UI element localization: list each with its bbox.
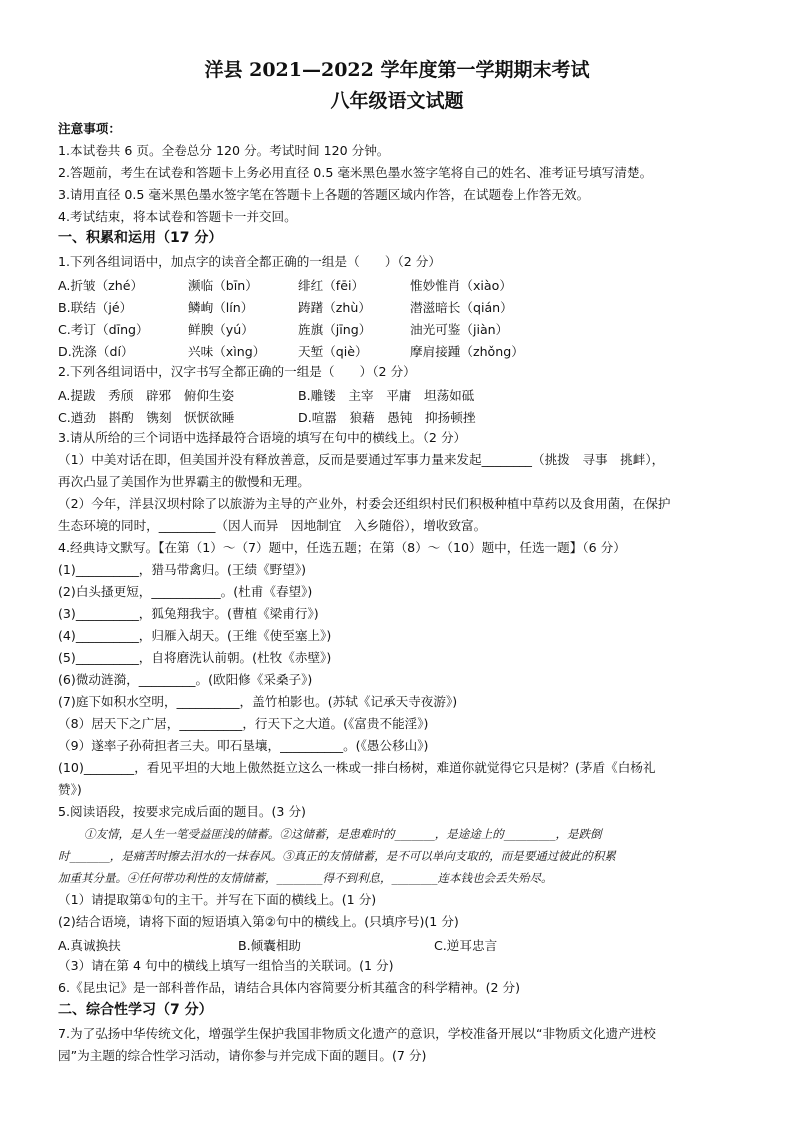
q1-option-cell: 兴味（xìng） [188, 344, 266, 359]
question-5-sub-2: (2)结合语境，请将下面的短语填入第②句中的横线上。(只填序号)(1 分) [58, 914, 459, 929]
question-2-stem: 2.下列各组词语中，汉字书写全都正确的一组是（ ）（2 分） [58, 364, 416, 379]
q5-option: B.倾囊相助 [238, 938, 302, 953]
question-3-part-2-cont: 生态环境的同时，_________（因人而异 因地制宜 入乡随俗），增收致富。 [58, 518, 487, 533]
q1-option-cell: 鲜腴（yú） [188, 322, 254, 337]
q1-option-cell: 潜滋暗长（qián） [410, 300, 513, 315]
question-4-stem: 4.经典诗文默写。【在第（1）～（7）题中，任选五题；在第（8）～（10）题中，任选一题】（6 分） [58, 540, 626, 555]
q1-option-cell: C.考订（dīng） [58, 322, 149, 337]
q1-option-cell: D.洗涤（dí） [58, 344, 134, 359]
q1-option-cell: 濒临（bīn） [188, 278, 258, 293]
section-heading: 一、积累和运用（17 分） [58, 230, 223, 246]
q1-option-cell: 油光可鉴（jiàn） [410, 322, 509, 337]
note-item: 4.考试结束，将本试卷和答题卡一并交回。 [58, 209, 297, 224]
question-3-part-2: （2）今年，洋县汉坝村除了以旅游为主导的产业外，村委会还组织村民们积极种植中草药以及食用菌，在保护 [58, 496, 671, 511]
question-3-stem: 3.请从所给的三个词语中选择最符合语境的填写在句中的横线上。（2 分） [58, 430, 467, 445]
q1-option-cell: 踌躇（zhù） [298, 300, 371, 315]
q1-option-cell: 鳞峋（lín） [188, 300, 254, 315]
q1-option-cell: 摩肩接踵（zhǒng） [410, 344, 524, 359]
recitation-item: (3)__________，狐兔翔我宇。(曹植《梁甫行》) [58, 606, 319, 621]
note-item: 3.请用直径 0.5 毫米黑色墨水签字笔在答题卡上各题的答题区域内作答，在试题卷上作答无效。 [58, 187, 590, 202]
q1-option-cell: 天堑（qiè） [298, 344, 368, 359]
recitation-item: (6)微动涟漪，_________。(欧阳修《采桑子》) [58, 672, 313, 687]
question-5-stem: 5.阅读语段，按要求完成后面的题目。(3 分) [58, 804, 306, 819]
reading-passage-line: 时_______，是痛苦时擦去泪水的一抹春风。③真正的友情储蓄，是不可以单向支取的，而是要通过彼此的积累 [58, 849, 616, 863]
recitation-item: （8）居天下之广居，__________，行天下之大道。(《富贵不能淫》) [58, 716, 429, 731]
question-5-sub-3: （3）请在第 4 句中的横线上填写一组恰当的关联词。(1 分) [58, 958, 394, 973]
recitation-item: (5)__________，自将磨洗认前朝。(杜牧《赤壁》) [58, 650, 332, 665]
recitation-item: (2)白头搔更短，___________。(杜甫《春望》) [58, 584, 313, 599]
recitation-item-cont: 赞》) [58, 782, 82, 797]
reading-passage-line: ①友情，是人生一笔受益匪浅的储蓄。②这储蓄，是患难时的_______，是途途上的_________，是跌倒 [84, 827, 602, 841]
reading-passage-line: 加重其分量。④任何带功利性的友情储蓄，________得不到利息，________连本钱也会丢失殆尽。 [58, 871, 553, 885]
section-heading: 二、综合性学习（7 分） [58, 1002, 213, 1018]
question-7-stem: 7.为了弘扬中华传统文化，增强学生保护我国非物质文化遗产的意识，学校准备开展以“非物质文化遗产进校 [58, 1026, 656, 1041]
q2-option-cell: C.遒劲 斟酌 镌刻 恹恹欲睡 [58, 410, 235, 425]
question-5-sub-1: （1）请提取第①句的主干。并写在下面的横线上。(1 分) [58, 892, 377, 907]
question-7-stem-cont: 园”为主题的综合性学习活动，请你参与并完成下面的题目。(7 分) [58, 1048, 427, 1063]
question-6-stem: 6.《昆虫记》是一部科普作品，请结合具体内容简要分析其蕴含的科学精神。(2 分) [58, 980, 521, 995]
q5-option: C.逆耳忠言 [434, 938, 498, 953]
q1-option-cell: 惟妙惟肖（xiào） [410, 278, 512, 293]
exam-title: 洋县 2021—2022 学年度第一学期期末考试 [204, 59, 590, 81]
notes-heading: 注意事项： [58, 121, 121, 136]
recitation-item: (1)__________，猎马带禽归。(王绩《野望》) [58, 562, 307, 577]
q1-option-cell: 绯红（fēi） [298, 278, 365, 293]
q1-option-cell: A.折皱（zhé） [58, 278, 144, 293]
note-item: 2.答题前，考生在试卷和答题卡上务必用直径 0.5 毫米黑色墨水签字笔将自己的姓名、准考证号填写清楚。 [58, 165, 653, 180]
exam-subtitle: 八年级语文试题 [330, 90, 464, 112]
question-3-part-1: （1）中美对话在即，但美国并没有释放善意，反而是要通过军事力量来发起________（挑拨 寻事 挑衅）， [58, 452, 665, 467]
recitation-item: (10)________，看见平坦的大地上傲然挺立这么一株或一排白杨树，难道你就觉得它只是树？(茅盾《白杨礼 [58, 760, 656, 775]
question-1-stem: 1.下列各组词语中，加点字的读音全都正确的一组是（ ）（2 分） [58, 254, 441, 269]
q1-option-cell: 旌旗（jīng） [298, 322, 372, 337]
recitation-item: (7)庭下如积水空明，__________，盖竹柏影也。(苏轼《记承天寺夜游》) [58, 694, 458, 709]
note-item: 1.本试卷共 6 页。全卷总分 120 分。考试时间 120 分钟。 [58, 143, 390, 158]
recitation-item: (4)__________，归雁入胡天。(王维《使至塞上》) [58, 628, 332, 643]
q2-option-cell: A.提跋 秀颀 辟邪 俯仰生姿 [58, 388, 235, 403]
q5-option: A.真诚换扶 [58, 938, 121, 953]
q1-option-cell: B.联结（jé） [58, 300, 133, 315]
question-3-part-1-cont: 再次凸显了美国作为世界霸主的傲慢和无理。 [58, 474, 310, 489]
q2-option-cell: D.喧嚣 狼藉 愚钝 抑扬顿挫 [298, 410, 476, 425]
recitation-item: （9）遂率子孙荷担者三夫。叩石垦壤，__________。(《愚公移山》) [58, 738, 429, 753]
q2-option-cell: B.雕镂 主宰 平庸 坦荡如砥 [298, 388, 475, 403]
